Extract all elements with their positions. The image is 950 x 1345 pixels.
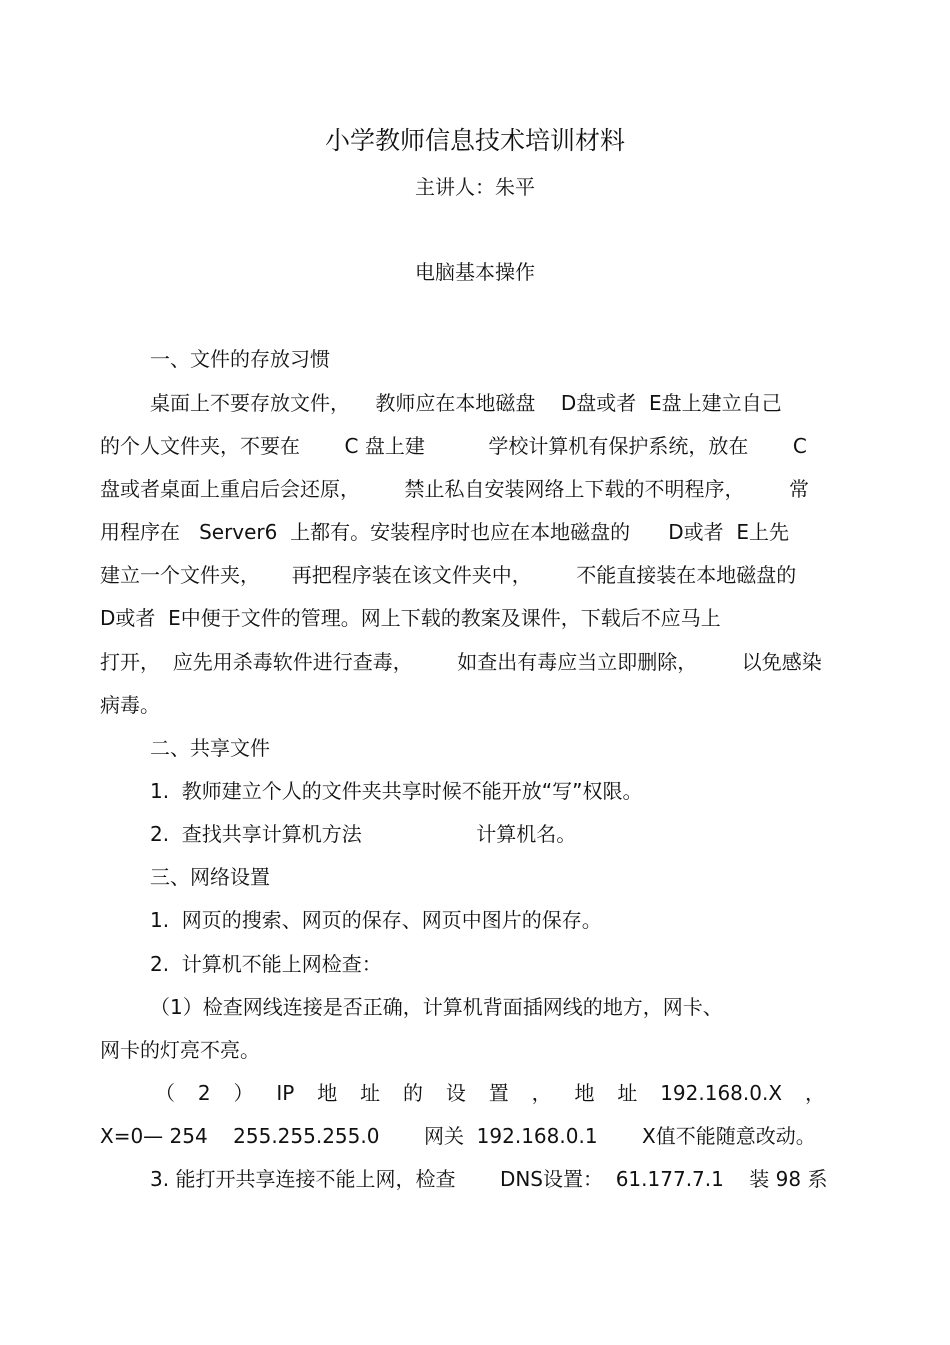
section-2-heading: 二、共享文件 (150, 736, 270, 760)
ip-token: 址 (617, 1081, 638, 1105)
paragraph-line: 打开， 应先用杀毒软件进行查毒， 如查出有毒应当立即删除， 以免感染 (100, 650, 822, 674)
sub-item-line: 网卡的灯亮不亮。 (100, 1038, 260, 1062)
ip-setting-line-2: X=0— 254 255.255.255.0 网关 192.168.0.1 X值不能随意改动。 (100, 1124, 816, 1148)
ip-setting-line (155, 1080, 825, 1106)
section-1-heading: 一、文件的存放习惯 (150, 347, 330, 371)
section-subtitle: 电脑基本操作 (415, 260, 535, 284)
list-item: 1. 教师建立个人的文件夹共享时候不能开放“写”权限。 (150, 779, 643, 803)
list-item: 2. 计算机不能上网检查： (150, 952, 382, 976)
ip-token: 地 (574, 1081, 595, 1105)
paragraph-line: 用程序在 Server6 上都有。安装程序时也应在本地磁盘的 D或者 E上先 (100, 520, 789, 544)
ip-token: 2 (197, 1081, 211, 1105)
paragraph-line: 病毒。 (100, 693, 160, 717)
list-item: 3. 能打开共享连接不能上网，检查 DNS设置： 61.177.7.1 装 98 系 (150, 1167, 828, 1191)
ip-token: 址 (360, 1081, 381, 1105)
section-3-heading: 三、网络设置 (150, 865, 270, 889)
ip-token: 置 (488, 1081, 509, 1105)
author-line: 主讲人：朱平 (415, 175, 535, 199)
list-item: 1. 网页的搜索、网页的保存、网页中图片的保存。 (150, 908, 602, 932)
ip-token: （ (155, 1081, 175, 1105)
paragraph-line: 桌面上不要存放文件， 教师应在本地磁盘 D盘或者 E盘上建立自己 (150, 391, 782, 415)
paragraph-line: 盘或者桌面上重启后会还原， 禁止私自安装网络上下载的不明程序， 常 (100, 477, 810, 501)
paragraph-line: 的个人文件夹，不要在 C 盘上建 学校计算机有保护系统，放在 C (100, 434, 807, 458)
list-item: 2. 查找共享计算机方法 计算机名。 (150, 822, 577, 846)
sub-item-line: （1）检查网线连接是否正确，计算机背面插网线的地方，网卡、 (150, 995, 723, 1019)
ip-token: ， (804, 1081, 825, 1105)
ip-token: ， (531, 1081, 552, 1105)
ip-token: IP (276, 1081, 295, 1105)
ip-token: 192.168.0.X (660, 1081, 783, 1105)
ip-token: 的 (402, 1081, 423, 1105)
ip-token: 地 (317, 1081, 338, 1105)
paragraph-line: 建立一个文件夹， 再把程序装在该文件夹中， 不能直接装在本地磁盘的 (100, 563, 797, 587)
paragraph-line: D或者 E中便于文件的管理。网上下载的教案及课件，下载后不应马上 (100, 606, 721, 630)
document-title: 小学教师信息技术培训材料 (324, 126, 625, 155)
ip-token: ） (233, 1081, 254, 1105)
ip-token: 设 (445, 1081, 466, 1105)
